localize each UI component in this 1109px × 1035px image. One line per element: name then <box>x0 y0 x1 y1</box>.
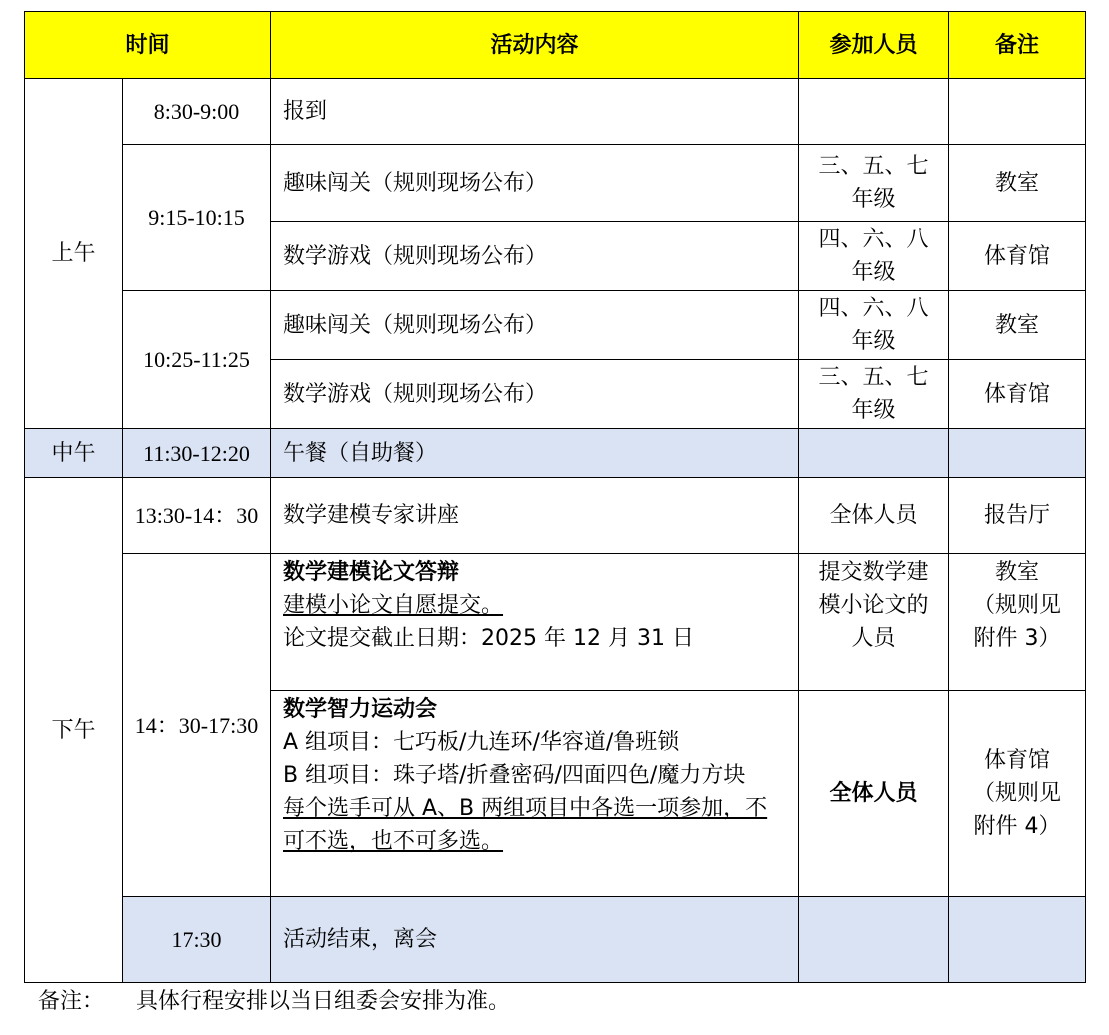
people-line: 年级 <box>851 398 896 423</box>
time-cell: 8:30-9:00 <box>123 79 271 145</box>
header-people: 参加人员 <box>799 12 949 79</box>
people-line: 人员 <box>851 626 896 651</box>
people-cell <box>799 145 949 222</box>
time-cell: 17:30 <box>123 897 271 983</box>
activity-cell: 午餐（自助餐） <box>271 429 799 478</box>
people-cell: 全体人员 <box>799 478 949 554</box>
note-cell <box>949 691 1086 897</box>
time-cell: 10:25-11:25 <box>123 291 271 429</box>
header-note: 备注 <box>949 12 1086 79</box>
time-cell: 14：30-17:30 <box>123 554 271 897</box>
activity-cell: 报到 <box>271 79 799 145</box>
activity-line: A 组项目：七巧板/九连环/华容道/鲁班锁 <box>283 730 680 755</box>
activity-cell: 趣味闯关（规则现场公布） <box>271 291 799 360</box>
people-cell <box>799 222 949 291</box>
table-row <box>25 897 1086 983</box>
table-row <box>25 554 1086 691</box>
note-cell: 体育馆 <box>949 222 1086 291</box>
footnote <box>38 986 510 1018</box>
people-line: 三、五、七 <box>818 365 929 390</box>
table-row <box>25 478 1086 554</box>
note-cell: 体育馆 <box>949 360 1086 429</box>
activity-title: 数学建模论文答辩 <box>283 560 460 585</box>
note-cell <box>949 554 1086 691</box>
time-cell: 11:30-12:20 <box>123 429 271 478</box>
table-row <box>25 291 1086 360</box>
activity-cell <box>271 691 799 897</box>
note-line: 附件 4） <box>973 814 1061 839</box>
people-line: 三、五、七 <box>818 154 929 179</box>
activity-cell: 数学建模专家讲座 <box>271 478 799 554</box>
note-cell: 报告厅 <box>949 478 1086 554</box>
activity-cell: 数学游戏（规则现场公布） <box>271 360 799 429</box>
time-cell: 9:15-10:15 <box>123 145 271 291</box>
period-afternoon: 下午 <box>25 478 123 983</box>
table-row <box>25 429 1086 478</box>
time-cell: 13:30-14：30 <box>123 478 271 554</box>
people-cell: 全体人员 <box>799 691 949 897</box>
note-line: （规则见 <box>973 593 1062 618</box>
note-line: 教室 <box>995 560 1040 585</box>
activity-line: B 组项目：珠子塔/折叠密码/四面四色/魔力方块 <box>283 763 746 788</box>
people-cell <box>799 79 949 145</box>
activity-cell: 数学游戏（规则现场公布） <box>271 222 799 291</box>
header-time: 时间 <box>25 12 271 79</box>
header-row <box>25 12 1086 79</box>
activity-line: 可不选，也不可多选。 <box>283 829 504 854</box>
period-noon: 中午 <box>25 429 123 478</box>
note-cell: 教室 <box>949 291 1086 360</box>
people-line: 四、六、八 <box>818 227 929 252</box>
header-content: 活动内容 <box>271 12 799 79</box>
people-cell <box>799 429 949 478</box>
note-cell <box>949 429 1086 478</box>
activity-cell <box>271 554 799 691</box>
activity-cell: 趣味闯关（规则现场公布） <box>271 145 799 222</box>
note-cell <box>949 79 1086 145</box>
schedule-table <box>24 11 1086 983</box>
note-line: 附件 3） <box>973 626 1061 651</box>
table-row <box>25 145 1086 222</box>
note-cell: 教室 <box>949 145 1086 222</box>
people-cell <box>799 554 949 691</box>
people-line: 四、六、八 <box>818 296 929 321</box>
note-line: （规则见 <box>973 781 1062 806</box>
people-line: 年级 <box>851 329 896 354</box>
people-cell <box>799 291 949 360</box>
note-cell <box>949 897 1086 983</box>
people-line: 年级 <box>851 187 896 212</box>
note-line: 体育馆 <box>984 748 1051 773</box>
activity-line: 论文提交截止日期：2025 年 12 月 31 日 <box>283 626 694 651</box>
activity-line: 建模小论文自愿提交。 <box>283 593 504 618</box>
people-cell <box>799 897 949 983</box>
activity-cell: 活动结束，离会 <box>271 897 799 983</box>
activity-title: 数学智力运动会 <box>283 697 438 722</box>
people-cell <box>799 360 949 429</box>
table-row <box>25 79 1086 145</box>
footnote-text: 具体行程安排以当日组委会安排为准。 <box>136 989 511 1014</box>
people-line: 年级 <box>851 260 896 285</box>
people-line: 提交数学建 <box>818 560 929 585</box>
footnote-label: 备注： <box>38 989 105 1014</box>
people-line: 模小论文的 <box>818 593 929 618</box>
period-morning: 上午 <box>25 79 123 429</box>
activity-line: 每个选手可从 A、B 两组项目中各选一项参加，不 <box>283 796 768 821</box>
